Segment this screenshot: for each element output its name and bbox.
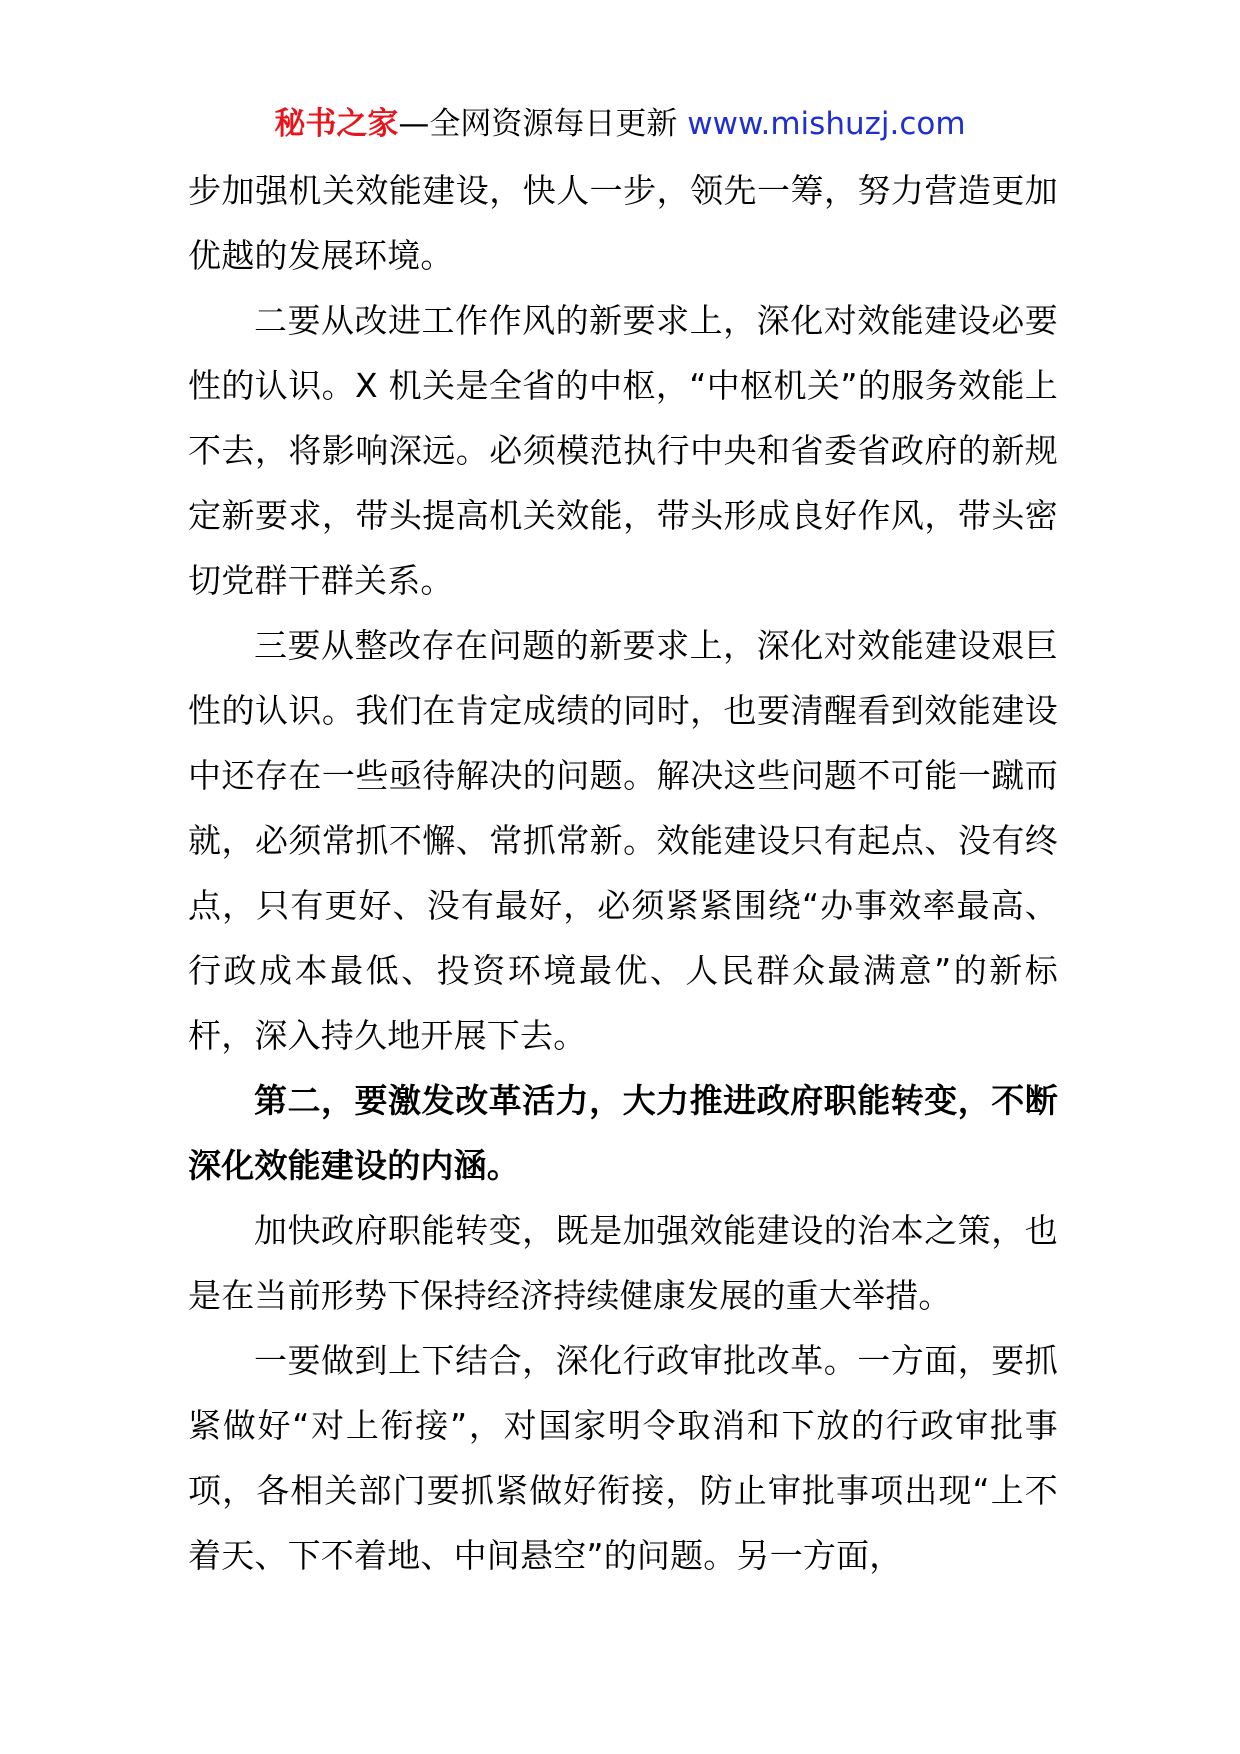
site-url-link[interactable]: www.mishuzj.com: [687, 106, 966, 142]
header-slogan: —全网资源每日更新: [398, 106, 688, 142]
paragraph: 一要做到上下结合，深化行政审批改革。一方面，要抓紧做好“对上衔接”，对国家明令取消和下放的行政审批事项，各相关部门要抓紧做好衔接，防止审批事项出现“上不着天、下不着地、中间悬空”的问题。另一方面，: [188, 1341, 1058, 1575]
site-header-banner: [0, 104, 1240, 144]
brand-name: 秘书之家: [274, 106, 399, 142]
section-heading: 第二，要激发改革活力，大力推进政府职能转变，不断深化效能建设的内涵。: [188, 1081, 1058, 1185]
paragraph: 二要从改进工作作风的新要求上，深化对效能建设必要性的认识。X 机关是全省的中枢，“中枢机关”的服务效能上不去，将影响深远。必须模范执行中央和省委省政府的新规定新要求，带头提高机关效能，带头形成良好作风，带头密切党群干群关系。: [188, 301, 1058, 600]
paragraph: 加快政府职能转变，既是加强效能建设的治本之策，也是在当前形势下保持经济持续健康发展的重大举措。: [188, 1211, 1058, 1315]
paragraph-continuation: 步加强机关效能建设，快人一步，领先一筹，努力营造更加优越的发展环境。: [188, 171, 1058, 275]
paragraph: 三要从整改存在问题的新要求上，深化对效能建设艰巨性的认识。我们在肯定成绩的同时，也要清醒看到效能建设中还存在一些亟待解决的问题。解决这些问题不可能一蹴而就，必须常抓不懈、常抓常新。效能建设只有起点、没有终点，只有更好、没有最好，必须紧紧围绕“办事效率最高、行政成本最低、投资环境最优、人民群众最满意”的新标杆，深入持久地开展下去。: [188, 626, 1058, 1055]
document-body: [188, 158, 1058, 1588]
